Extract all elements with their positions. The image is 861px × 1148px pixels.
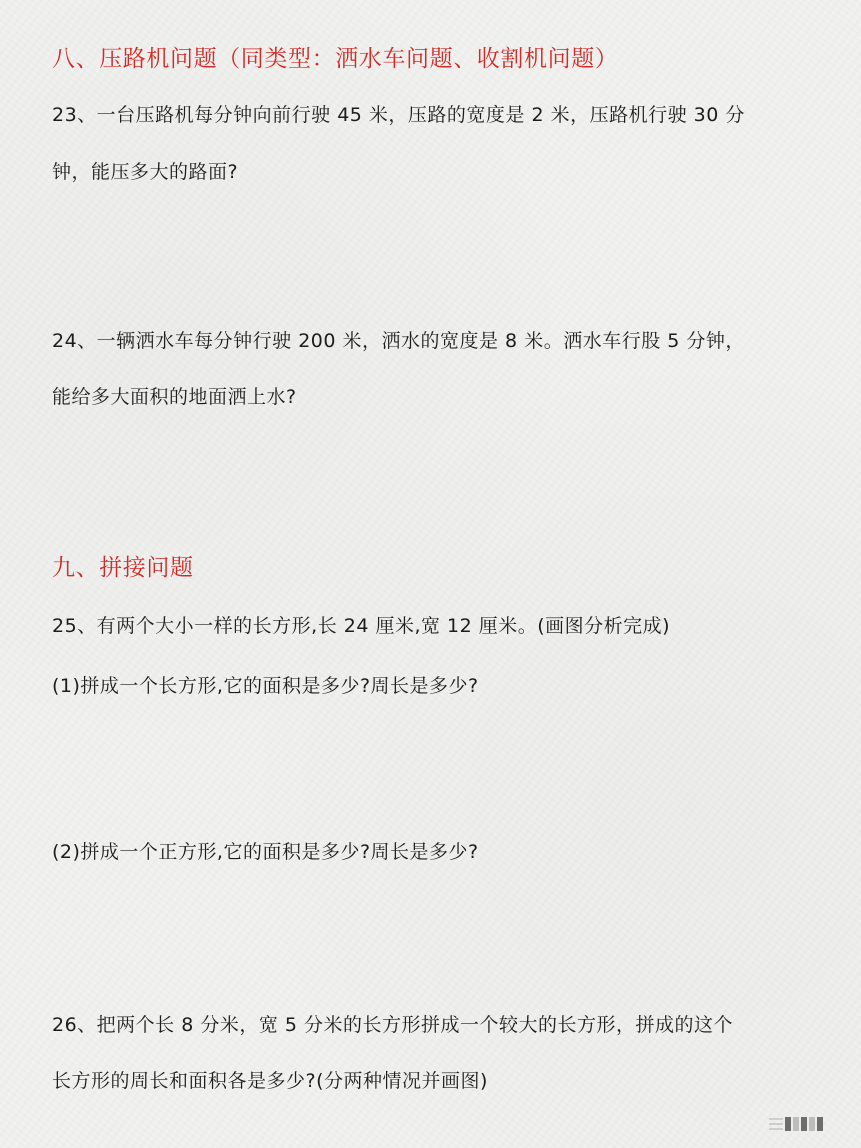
- question-26-line-2: 长方形的周长和面积各是多少?(分两种情况并画图): [52, 1070, 488, 1092]
- question-26-line-1: 26、把两个长 8 分米，宽 5 分米的长方形拼成一个较大的长方形，拼成的这个: [52, 1014, 734, 1036]
- section-9-heading: 九、拼接问题: [52, 555, 194, 581]
- question-25-part-1: (1)拼成一个长方形,它的面积是多少?周长是多少?: [52, 675, 479, 697]
- question-25-line-1: 25、有两个大小一样的长方形,长 24 厘米,宽 12 厘米。(画图分析完成): [52, 615, 671, 637]
- section-8-heading: 八、压路机问题（同类型：洒水车问题、收割机问题）: [52, 46, 619, 72]
- question-25-part-2: (2)拼成一个正方形,它的面积是多少?周长是多少?: [52, 841, 479, 863]
- question-24-line-1: 24、一辆洒水车每分钟行驶 200 米，洒水的宽度是 8 米。洒水车行股 5 分钟，: [52, 330, 745, 352]
- question-24-line-2: 能给多大面积的地面洒上水?: [52, 386, 297, 408]
- question-23-line-2: 钟，能压多大的路面?: [52, 161, 239, 183]
- watermark-logo-icon: [769, 1114, 831, 1134]
- question-23-line-1: 23、一台压路机每分钟向前行驶 45 米，压路的宽度是 2 米，压路机行驶 30 分: [52, 104, 745, 126]
